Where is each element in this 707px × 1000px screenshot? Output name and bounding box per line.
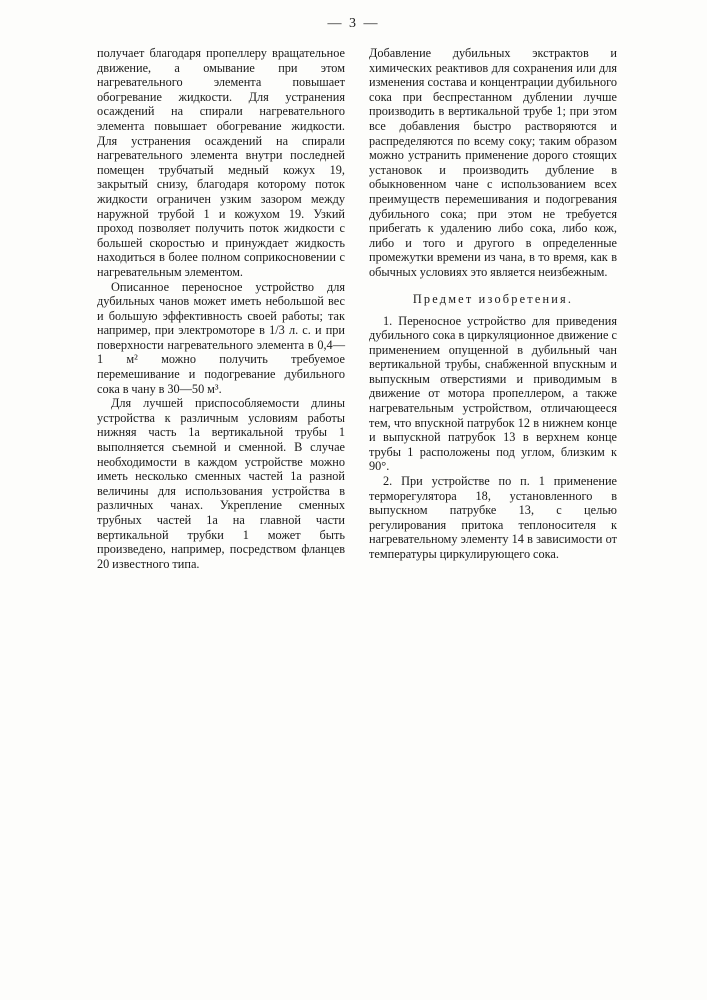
page-number: — 3 —: [327, 16, 380, 31]
paragraph: Описанное переносное устройство для дубильных чанов может иметь небольшой вес и большую эффективность своей работы; так например, при электромоторе в 1/3 л. с. и при поверхности нагревательного элемента в 0,4—1 м² можно получить требуемое перемешивание и подогревание дубильного сока в чану в 30—50 м³.: [97, 279, 345, 396]
right-column: [369, 46, 617, 571]
left-column: [97, 46, 345, 571]
paragraph: получает благодаря пропеллеру вращательное движение, а омывание при этом нагревательного элемента повышает обогревание жидкости. Для устранения осаждений на спирали нагревательного элемента повышает обогревание жидкости. Для устранения осаждений на спирали нагревательного элемента внутри последней помещен трубчатый медный кожух 19, закрытый снизу, благодаря которому поток жидкости ограничен узким зазором между наружной трубой 1 и кожухом 19. Узкий проход позволяет получить поток жидкости с большей скоростью и принуждает жидкость находиться в более полном соприкосновении с нагревательным элементом.: [97, 46, 345, 279]
claim-item: 2. При устройстве по п. 1 применение терморегулятора 18, установленного в выпускном патрубке 13, с целью регулирования притока теплоносителя к нагревательному элементу 14 в зависимости от температуры циркулирующего сока.: [369, 474, 617, 561]
paragraph: Для лучшей приспособляемости длины устройства к различным условиям работы нижняя часть 1а вертикальной трубы 1 выполняется съемной и сменной. В случае необходимости в каждом устройстве можно иметь несколько сменных частей 1а разной величины для использования устройства в различных чанах. Укрепление сменных трубных частей 1а на главной части вертикальной трубки 1 может быть произведено, например, посредством фланцев 20 известного типа.: [97, 396, 345, 571]
two-column-body: [97, 46, 617, 571]
paragraph: Добавление дубильных экстрактов и химических реактивов для сохранения или для изменения состава и концентрации дубильного сока при беспрестанном дублении лучше производить в вертикальной трубе 1; при этом все добавления быстро растворяются и распределяются по всему соку; таким образом можно устранить применение дорого стоящих установок и производить дубление в обыкновенном чане с использованием всех преимуществ перемешивания и подогревания дубильного сока; при этом не требуется прибегать к удалению либо сока, либо кож, либо и того и другого в определенные промежутки времени из чана, в то время, как в обычных условиях это является неизбежным.: [369, 46, 617, 279]
claim-item: 1. Переносное устройство для приведения дубильного сока в циркуляционное движение с применением опущенной в дубильный чан вертикальной трубы, снабженной впускным и выпускным отверстиями и приводимым в движение от мотора пропеллером, а также нагревательным устройством, отличающееся тем, что впускной патрубок 12 в нижнем конце и выпускной патрубок 13 в верхнем конце трубы 1 расположены под углом, близким к 90°.: [369, 313, 617, 474]
section-heading: Предмет изобретения.: [412, 291, 574, 306]
